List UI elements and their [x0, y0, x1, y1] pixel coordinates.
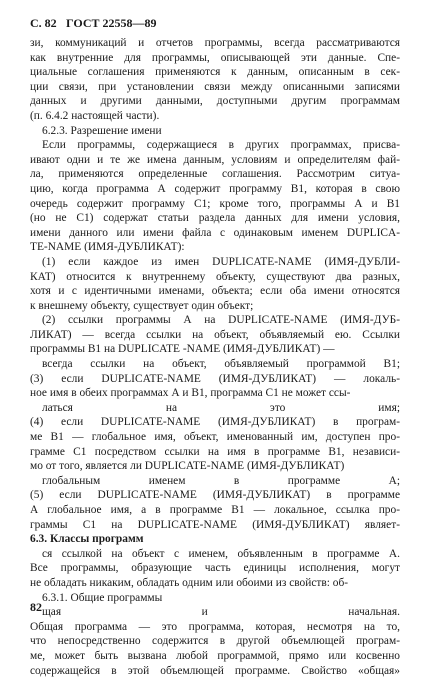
text-line: (5) если DUPLICATE-NAME (ИМЯ-ДУБЛИКАТ) в программе	[30, 489, 400, 502]
text-line: ЛИКАТ) — всегда ссылки на объект, объявляемый ею. Ссылки	[30, 328, 400, 341]
text-line: мо от того, является ли DUPLICATE-NAME (ИМЯ-ДУБЛИКАТ)	[30, 460, 345, 473]
text-line: ся ссылкой на объект с именем, объявленным в программе А.	[42, 547, 400, 560]
text-line: имени данного или имени файла с одинаковым именем DUPLICA-	[30, 226, 400, 239]
document-body	[30, 36, 400, 678]
subsection-title: Разрешение имени	[70, 124, 162, 137]
header-page-number: С. 82	[30, 16, 57, 30]
text-line: очередь содержит программу С1; кроме того, программы А и В1	[30, 197, 400, 210]
text-line: (3) если DUPLICATE-NAME (ИМЯ-ДУБЛИКАТ) — локаль-	[30, 372, 400, 385]
text-line: глобальным именем в программе А;	[42, 474, 400, 487]
page-header	[30, 16, 400, 32]
text-line: (но не С1) содержат статьи раздела данных для имени условия,	[30, 212, 400, 225]
text-line: данных и другими данными, доступными другим программам	[30, 95, 400, 108]
subsection-number: 6.2.3.	[42, 124, 68, 137]
text-line: что непосредственно содержится в другой объемлющей програм-	[30, 635, 400, 648]
text-line: (4) если DUPLICATE-NAME (ИМЯ-ДУБЛИКАТ) в програм-	[30, 416, 400, 429]
text-line: Общая программа — это программа, которая, несмотря на то,	[30, 620, 400, 633]
text-line: ме В1 — глобальное имя, объект, именованный им, доступен про-	[30, 431, 400, 444]
subsection-number: 6.3.1.	[42, 591, 68, 604]
text-line: грамме С1 посредством ссылки на имя в программе В1, независи-	[30, 445, 400, 458]
section-number: 6.3.	[30, 533, 48, 546]
text-line: как внутренние для программы, описывающей эти данные. Спе-	[30, 51, 400, 64]
text-line: А глобальное имя, а в программе В1 — локальное, ссылка про-	[30, 504, 400, 516]
subsection-heading-6-2-3	[30, 124, 400, 139]
text-line: хотя и с идентичными именами, объекта; если оба имени относятся	[30, 285, 400, 298]
text-line: ла, применяются определенные соглашения. Рассмотрим ситуа-	[30, 168, 400, 181]
section-title: Классы программ	[49, 533, 144, 546]
text-line: TE-NAME (ИМЯ-ДУБЛИКАТ):	[30, 241, 185, 254]
text-line: циальные соглашения применяются к данным, описанным в сек-	[30, 66, 400, 79]
text-line: КАТ) относится к внутреннему объекту, существуют два разных,	[30, 270, 400, 283]
page-footer-number: 82	[30, 600, 42, 614]
text-line: к внешнему объекту, существует один объект;	[30, 299, 254, 312]
text-line: ивают одни и те же имена данным, условиям и определителям фай-	[30, 153, 400, 166]
text-line: Все программы, образующие часть единицы исполнения, могут	[30, 562, 400, 575]
text-line: цию, когда программа А содержит программу В1, которая в свою	[30, 182, 400, 195]
text-line: ме, может быть вызвана любой программой, прямо или косвенно	[30, 649, 400, 662]
text-line: (1) если каждое из имен DUPLICATE-NAME (ИМЯ-ДУБЛИ-	[42, 255, 400, 268]
subsection-heading-6-3-1	[30, 591, 400, 606]
text-line: латься на это имя;	[42, 401, 400, 414]
text-line: ции связи, при установлении связи между описанными записями	[30, 80, 400, 93]
text-line: зи, коммуникаций и отчетов программы, всегда рассматриваются	[30, 37, 400, 49]
subsection-title: Общие программы	[70, 591, 163, 604]
text-line: содержащейся в этой объемлющей программе. Свойство «общая»	[30, 664, 400, 677]
header-standard-id: ГОСТ 22558—89	[66, 16, 157, 30]
section-heading-6-3	[30, 532, 400, 547]
text-line: граммы С1 на DUPLICATE-NAME (ИМЯ-ДУБЛИКАТ) являет-	[30, 518, 400, 531]
text-line: (п. 6.4.2 настоящей части).	[30, 109, 160, 122]
text-line: всегда ссылки на объект, объявляемый программой В1;	[42, 358, 400, 371]
text-line: ное имя в обеих программах А и В1, программа С1 не может ссы-	[30, 387, 351, 400]
text-line: (2) ссылки программы А на DUPLICATE-NAME (ИМЯ-ДУБ-	[42, 314, 400, 327]
text-line: не обладать никаким, обладать одним или обоими из свойств: об-	[30, 576, 349, 589]
text-line: Если программы, содержащиеся в других программах, присва-	[42, 139, 400, 152]
text-line: щая и начальная.	[42, 606, 400, 619]
text-line: программы В1 на DUPLICATE -NAME (ИМЯ-ДУБЛИКАТ) —	[30, 343, 335, 356]
